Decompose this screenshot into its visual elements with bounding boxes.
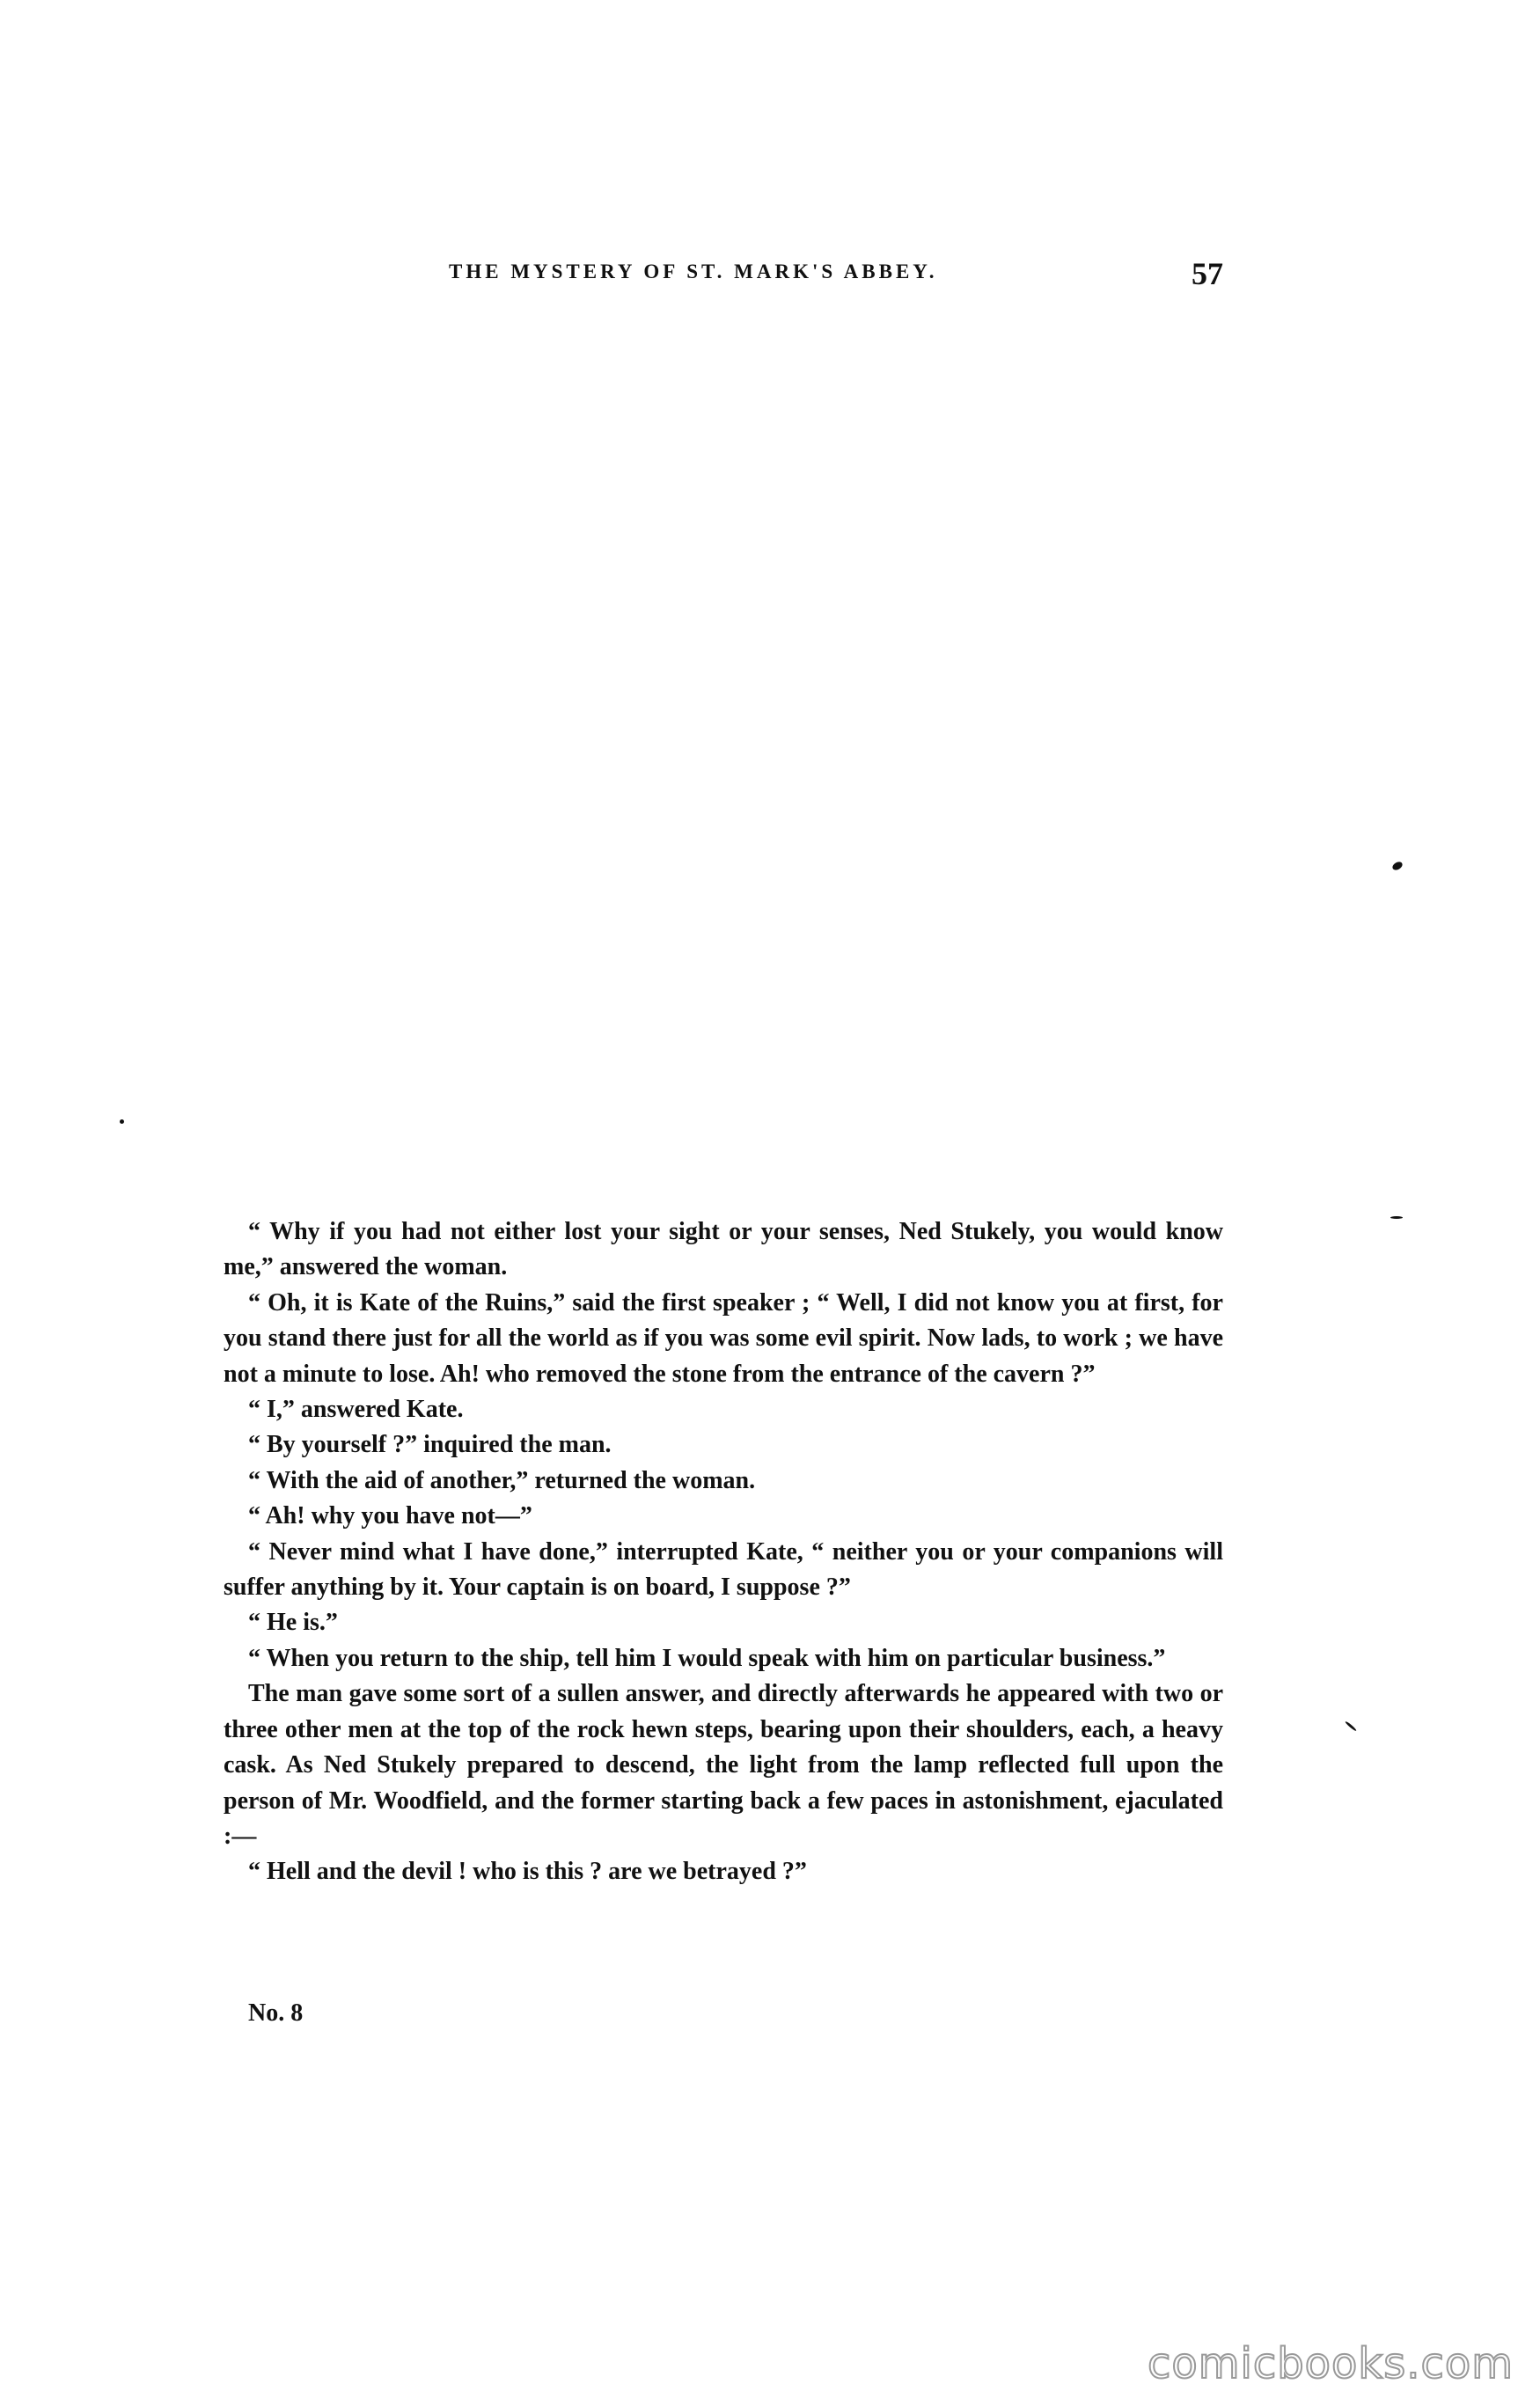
paragraph: The man gave some sort of a sullen answer, and directly afterwards he appeared with two or three other men at the top of the rock hewn steps, bearing upon their shoulders, each, a heavy cask. As Ned Stukely prepared to descend, the light from the lamp reflected full upon the person of Mr. Woodfield, and the former starting back a few paces in astonishment, ejaculated :— [224,1680,1223,1850]
body-text [224,1214,1223,1890]
ink-speck [1345,1720,1357,1732]
paragraph: “ I,” answered Kate. [248,1396,464,1424]
watermark: comicbooks.com [1147,2339,1514,2388]
paragraph: “ When you return to the ship, tell him I would speak with him on particular business.” [248,1644,1166,1672]
ink-speck [120,1119,124,1124]
ink-speck [1390,1216,1403,1219]
paragraph: “ Hell and the devil ! who is this ? are we betrayed ?” [248,1858,807,1886]
paragraph: “ Never mind what I have done,” interrupted Kate, “ neither you or your companions will suffer anything by it. Your captain is on board, I suppose ?” [224,1537,1223,1602]
paragraph: “ Why if you had not either lost your sight or your senses, Ned Stukely, you would know me,” answered the woman. [224,1218,1223,1281]
paragraph: “ With the aid of another,” returned the woman. [248,1466,756,1494]
paragraph: “ Oh, it is Kate of the Ruins,” said the first speaker ; “ Well, I did not know you at first, for you stand there just for all the world as if you was some evil spirit. Now lads, to work ; we have not a minute to lose. Ah! who removed the stone from the entrance of the cavern ?” [224,1288,1223,1388]
page-header [449,255,1223,299]
paragraph: “ Ah! why you have not—” [248,1502,532,1530]
ink-speck [1391,861,1404,872]
running-title: THE MYSTERY OF ST. MARK'S ABBEY. [449,260,938,282]
paragraph: “ By yourself ?” inquired the man. [248,1431,612,1459]
page-number: 57 [1192,256,1223,291]
paragraph: “ He is.” [248,1609,338,1637]
signature-mark: No. 8 [248,1999,304,2027]
